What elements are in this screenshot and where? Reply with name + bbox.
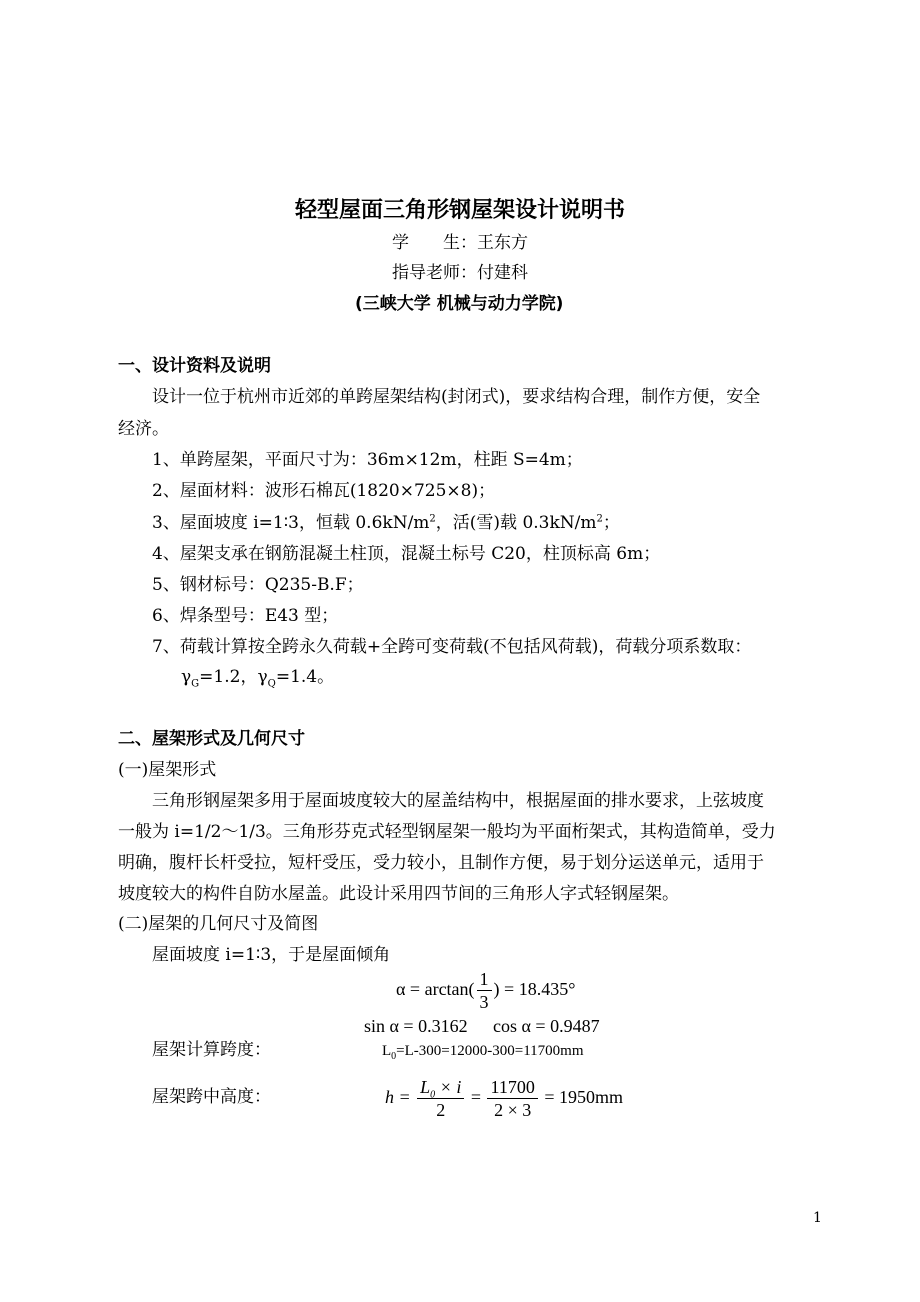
paragraph-line3: 明确，腹杆长杆受拉，短杆受压，受力较小，且制作方便，易于划分运送单元，适用于	[118, 853, 764, 873]
equation-alpha	[396, 966, 575, 1013]
list-item-6: 6、焊条型号：E43 型；	[152, 606, 339, 626]
item3-part-b: ，活(雪)载 0.3kN/m	[435, 513, 597, 533]
gamma-g-subscript: G	[191, 678, 200, 690]
fraction-11700-over-6	[487, 1076, 537, 1121]
student-line	[392, 233, 528, 253]
list-item-3	[152, 513, 620, 533]
span-formula-subscript: 0	[391, 1051, 397, 1062]
section1-intro-line1: 设计一位于杭州市近郊的单跨屋架结构(封闭式)，要求结构合理，制作方便，安全	[152, 387, 761, 407]
document-title: 轻型屋面三角形钢屋架设计说明书	[294, 198, 625, 223]
fraction-denominator: 2	[436, 1100, 446, 1121]
section1-intro-line2: 经济。	[118, 419, 169, 439]
superscript-2: 2	[429, 513, 436, 525]
list-item-2: 2、屋面材料：波形石棉瓦(1820×725×8)；	[152, 481, 496, 501]
gamma-q-value: =1.4。	[275, 667, 335, 687]
span-formula	[382, 1041, 583, 1061]
fraction-l0-i-over-2	[417, 1076, 464, 1121]
gamma-g-value: =1.2，	[199, 667, 258, 687]
section2-heading: 二、屋架形式及几何尺寸	[118, 729, 305, 749]
equation-h-lhs: h =	[385, 1087, 411, 1107]
equation-alpha-rhs: ) = 18.435°	[493, 979, 576, 999]
advisor-line	[392, 263, 528, 283]
student-name: 王东方	[477, 233, 528, 253]
list-item-4: 4、屋架支承在钢筋混凝土柱顶，混凝土标号 C20，柱顶标高 6m；	[152, 544, 661, 564]
equation-alpha-lhs: α = arctan(	[396, 979, 475, 999]
list-item-7: 7、荷载计算按全跨永久荷载+全跨可变荷载(不包括风荷载)，荷载分项系数取：	[152, 637, 752, 657]
numerator-rest: × i	[435, 1077, 462, 1098]
load-factors	[181, 667, 335, 690]
affiliation: (三峡大学 机械与动力学院)	[355, 294, 564, 314]
equation-height	[385, 1072, 623, 1122]
slope-line: 屋面坡度 i=1∶3，于是屋面倾角	[152, 945, 391, 965]
page-number: 1	[813, 1210, 822, 1226]
span-formula-l: L	[382, 1043, 392, 1059]
span-formula-rest: =L-300=12000-300=11700mm	[396, 1043, 584, 1059]
student-label: 学 生：	[392, 233, 477, 253]
fraction-denominator: 2 × 3	[494, 1100, 532, 1121]
equation-h-rhs: = 1950mm	[544, 1087, 623, 1107]
list-item-1: 1、单跨屋架，平面尺寸为：36m×12m，柱距 S=4m；	[152, 450, 583, 470]
item3-part-a: 3、屋面坡度 i=1∶3，恒载 0.6kN/m	[152, 513, 430, 533]
numerator-subscript: 0	[430, 1089, 436, 1101]
paragraph-line4: 坡度较大的构件自防水屋盖。此设计采用四节间的三角形人字式轻钢屋架。	[118, 884, 679, 904]
paragraph-line1: 三角形钢屋架多用于屋面坡度较大的屋盖结构中，根据屋面的排水要求，上弦坡度	[152, 791, 764, 811]
equation-sin: sin α = 0.3162	[364, 1016, 468, 1036]
advisor-label: 指导老师：	[392, 263, 477, 283]
fraction-numerator: 11700	[487, 1076, 537, 1099]
superscript-2: 2	[596, 513, 603, 525]
height-label: 屋架跨中高度：	[152, 1087, 271, 1107]
section1-heading: 一、设计资料及说明	[118, 356, 271, 376]
fraction-one-third	[477, 968, 492, 1013]
gamma-q-subscript: Q	[267, 678, 276, 690]
subsection-form: (一)屋架形式	[118, 760, 217, 780]
fraction-numerator	[417, 1076, 464, 1099]
fraction-numerator: 1	[477, 968, 492, 991]
subsection-geometry: (二)屋架的几何尺寸及简图	[118, 914, 319, 934]
gamma-symbol: γ	[181, 667, 192, 687]
advisor-name: 付建科	[477, 263, 528, 283]
fraction-denominator: 3	[479, 992, 489, 1013]
span-label: 屋架计算跨度：	[152, 1040, 271, 1060]
list-item-5: 5、钢材标号：Q235-B.F；	[152, 575, 364, 595]
equation-cos: cos α = 0.9487	[493, 1016, 600, 1036]
paragraph-line2: 一般为 i=1/2～1/3。三角形芬克式轻型钢屋架一般均为平面桁架式，其构造简单，受力	[118, 822, 776, 842]
equals-sign: =	[470, 1087, 481, 1107]
gamma-symbol: γ	[257, 667, 268, 687]
item3-part-c: ；	[602, 513, 620, 533]
numerator-l: L	[420, 1077, 431, 1098]
